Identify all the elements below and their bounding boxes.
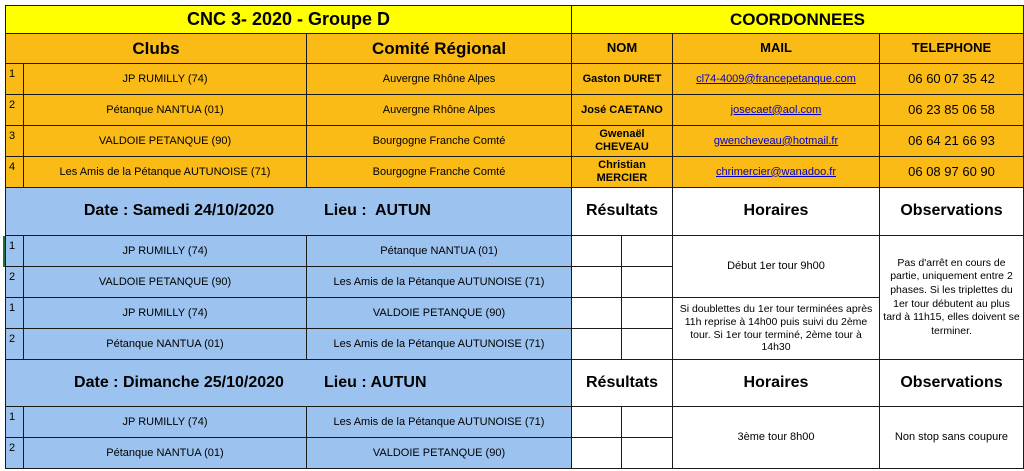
clubs-header[interactable]: Clubs: [5, 34, 307, 64]
away-score[interactable]: [622, 267, 673, 298]
club-comite[interactable]: Auvergne Rhône Alpes: [307, 64, 572, 95]
club-comite[interactable]: Bourgogne Franche Comté: [307, 126, 572, 157]
away-team[interactable]: Les Amis de la Pétanque AUTUNOISE (71): [307, 329, 572, 360]
day1-horaire-first[interactable]: Début 1er tour 9h00: [673, 236, 880, 298]
home-score[interactable]: [572, 298, 622, 329]
club-name[interactable]: Les Amis de la Pétanque AUTUNOISE (71): [24, 157, 307, 188]
contact-mail[interactable]: [673, 95, 880, 126]
day2-observations[interactable]: Non stop sans coupure: [880, 407, 1024, 469]
day1-observations-header[interactable]: Observations: [880, 188, 1024, 236]
mail-link[interactable]: cl74-4009@francepetanque.com: [696, 72, 856, 85]
selection-marker: [3, 236, 5, 267]
match-number[interactable]: 2: [5, 329, 24, 360]
contact-mail[interactable]: [673, 157, 880, 188]
contact-phone[interactable]: 06 08 97 60 90: [880, 157, 1024, 188]
day2-horaire[interactable]: 3ème tour 8h00: [673, 407, 880, 469]
row-number[interactable]: 2: [5, 95, 24, 126]
club-name[interactable]: Pétanque NANTUA (01): [24, 95, 307, 126]
away-team[interactable]: Les Amis de la Pétanque AUTUNOISE (71): [307, 407, 572, 438]
home-score[interactable]: [572, 407, 622, 438]
day2-observations-header[interactable]: Observations: [880, 360, 1024, 407]
day1-horaire-second[interactable]: Si doublettes du 1er tour terminées après 11h reprise à 14h00 puis suivi du 2ème tour. Si 1er tour terminé, 2ème tour à 14h30: [673, 298, 880, 360]
away-score[interactable]: [622, 329, 673, 360]
club-name[interactable]: VALDOIE PETANQUE (90): [24, 126, 307, 157]
away-score[interactable]: [622, 298, 673, 329]
away-score[interactable]: [622, 236, 673, 267]
day1-date-header[interactable]: [5, 188, 572, 236]
contact-name[interactable]: José CAETANO: [572, 95, 673, 126]
day2-date-header[interactable]: [5, 360, 572, 407]
home-score[interactable]: [572, 267, 622, 298]
home-team[interactable]: JP RUMILLY (74): [24, 236, 307, 267]
away-team[interactable]: Les Amis de la Pétanque AUTUNOISE (71): [307, 267, 572, 298]
day1-lieu: Lieu : AUTUN: [324, 202, 431, 220]
mail-link[interactable]: chrimercier@wanadoo.fr: [716, 165, 836, 178]
row-number[interactable]: 4: [5, 157, 24, 188]
nom-header[interactable]: NOM: [572, 34, 673, 64]
match-number[interactable]: 2: [5, 438, 24, 469]
match-number[interactable]: 1: [5, 298, 24, 329]
home-team[interactable]: JP RUMILLY (74): [24, 298, 307, 329]
contact-phone[interactable]: 06 23 85 06 58: [880, 95, 1024, 126]
home-team[interactable]: Pétanque NANTUA (01): [24, 438, 307, 469]
coordonnees-title[interactable]: COORDONNEES: [572, 5, 1024, 34]
match-number[interactable]: 1: [5, 236, 24, 267]
home-score[interactable]: [572, 236, 622, 267]
mail-link[interactable]: josecaet@aol.com: [730, 103, 822, 116]
home-team[interactable]: VALDOIE PETANQUE (90): [24, 267, 307, 298]
match-number[interactable]: 1: [5, 407, 24, 438]
day2-lieu: Lieu : AUTUN: [324, 373, 427, 391]
match-number[interactable]: 2: [5, 267, 24, 298]
row-number[interactable]: 3: [5, 126, 24, 157]
club-name[interactable]: JP RUMILLY (74): [24, 64, 307, 95]
home-team[interactable]: JP RUMILLY (74): [24, 407, 307, 438]
day2-horaires-header[interactable]: Horaires: [673, 360, 880, 407]
contact-name[interactable]: Gaston DURET: [572, 64, 673, 95]
telephone-header[interactable]: TELEPHONE: [880, 34, 1024, 64]
mail-header[interactable]: MAIL: [673, 34, 880, 64]
contact-phone[interactable]: 06 60 07 35 42: [880, 64, 1024, 95]
away-score[interactable]: [622, 438, 673, 469]
day2-resultats-header[interactable]: Résultats: [572, 360, 673, 407]
day1-observations[interactable]: Pas d'arrêt en cours de partie, uniquement entre 2 phases. Si les triplettes du 1er tour débutent au plus tard à 11h15, elles doivent se terminer.: [880, 236, 1024, 360]
day1-horaires-header[interactable]: Horaires: [673, 188, 880, 236]
contact-name[interactable]: Gwenaël CHEVEAU: [572, 126, 673, 157]
contact-name[interactable]: Christian MERCIER: [572, 157, 673, 188]
home-score[interactable]: [572, 329, 622, 360]
away-score[interactable]: [622, 407, 673, 438]
away-team[interactable]: VALDOIE PETANQUE (90): [307, 298, 572, 329]
day2-date: Date : Dimanche 25/10/2020: [74, 373, 284, 391]
contact-phone[interactable]: 06 64 21 66 93: [880, 126, 1024, 157]
row-number[interactable]: 1: [5, 64, 24, 95]
contact-mail[interactable]: [673, 126, 880, 157]
day1-resultats-header[interactable]: Résultats: [572, 188, 673, 236]
away-team[interactable]: VALDOIE PETANQUE (90): [307, 438, 572, 469]
home-score[interactable]: [572, 438, 622, 469]
day1-date: Date : Samedi 24/10/2020: [83, 202, 275, 220]
comite-header[interactable]: Comité Régional: [307, 34, 572, 64]
mail-link[interactable]: gwencheveau@hotmail.fr: [713, 134, 839, 147]
away-team[interactable]: Pétanque NANTUA (01): [307, 236, 572, 267]
contact-mail[interactable]: [673, 64, 880, 95]
home-team[interactable]: Pétanque NANTUA (01): [24, 329, 307, 360]
club-comite[interactable]: Auvergne Rhône Alpes: [307, 95, 572, 126]
club-comite[interactable]: Bourgogne Franche Comté: [307, 157, 572, 188]
title-cell[interactable]: CNC 3- 2020 - Groupe D: [5, 5, 572, 34]
